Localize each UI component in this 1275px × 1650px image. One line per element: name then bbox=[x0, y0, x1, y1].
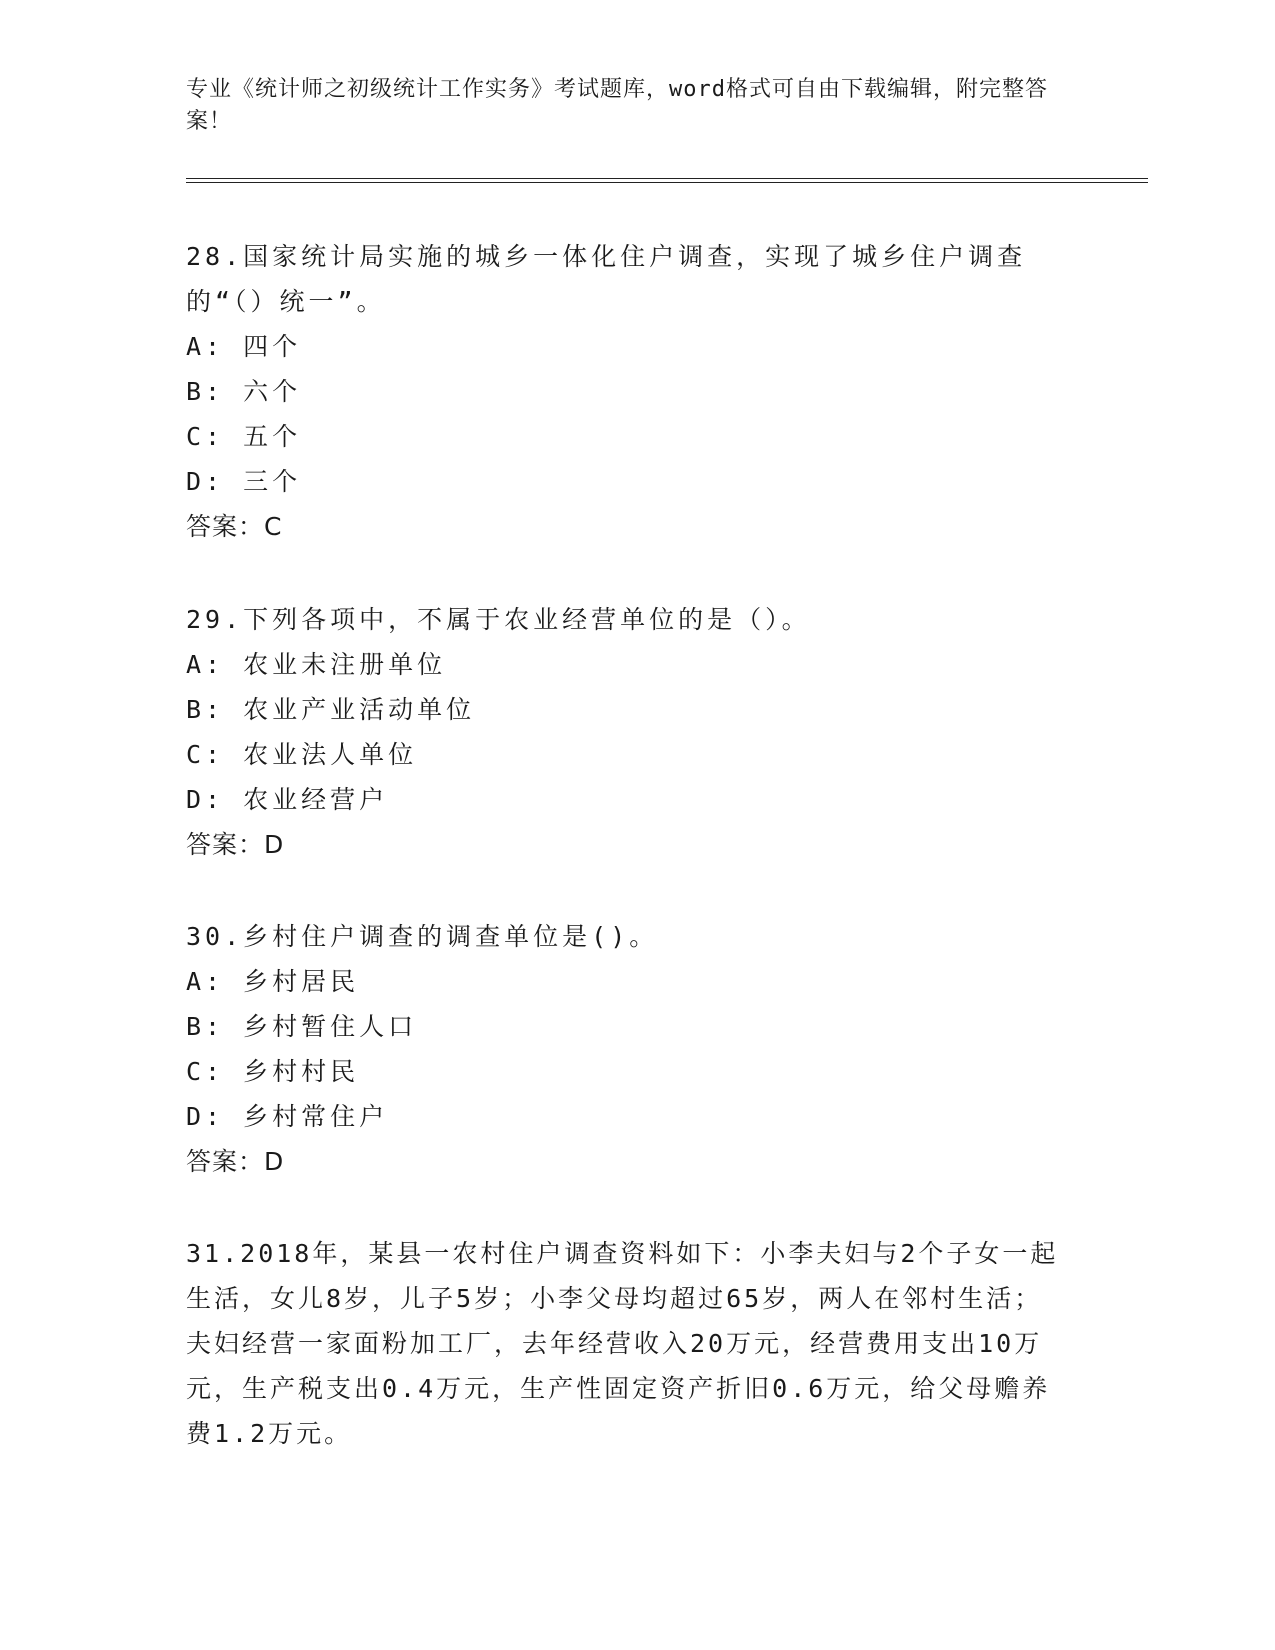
question-29 bbox=[186, 597, 1086, 867]
option-c: C: 农业法人单位 bbox=[186, 740, 418, 769]
option-d: D: 农业经营户 bbox=[186, 785, 389, 814]
option-d: D: 乡村常住户 bbox=[186, 1102, 389, 1131]
option-a: A: 乡村居民 bbox=[186, 967, 360, 996]
document-header: 专业《统计师之初级统计工作实务》考试题库，word格式可自由下载编辑，附完整答案！ bbox=[186, 77, 1048, 134]
option-b: B: 乡村暂住人口 bbox=[186, 1012, 418, 1041]
question-28 bbox=[186, 234, 1086, 549]
header-divider bbox=[186, 178, 1148, 183]
option-d: D: 三个 bbox=[186, 467, 302, 496]
question-stem: 28.国家统计局实施的城乡一体化住户调查，实现了城乡住户调查的“（）统一”。 bbox=[186, 242, 1027, 316]
question-stem: 30.乡村住户调查的调查单位是()。 bbox=[186, 922, 659, 951]
option-a: A: 农业未注册单位 bbox=[186, 650, 447, 679]
question-stem: 31.2018年，某县一农村住户调查资料如下：小李夫妇与2个子女一起生活，女儿8岁，儿子5岁；小李父母均超过65岁，两人在邻村生活；夫妇经营一家面粉加工厂，去年经营收入20万元，经营费用支出10万元，生产税支出0.4万元，生产性固定资产折旧0.6万元，给父母赡养费1.2万元。 bbox=[186, 1239, 1059, 1448]
answer-label: 答案：C bbox=[186, 512, 283, 541]
question-31 bbox=[186, 1231, 1066, 1456]
option-c: C: 五个 bbox=[186, 422, 302, 451]
question-stem: 29.下列各项中，不属于农业经营单位的是（）。 bbox=[186, 605, 811, 634]
option-b: B: 农业产业活动单位 bbox=[186, 695, 476, 724]
option-b: B: 六个 bbox=[186, 377, 302, 406]
option-c: C: 乡村村民 bbox=[186, 1057, 360, 1086]
answer-label: 答案：D bbox=[186, 830, 285, 859]
question-30 bbox=[186, 914, 1086, 1184]
option-a: A: 四个 bbox=[186, 332, 302, 361]
answer-label: 答案：D bbox=[186, 1147, 285, 1176]
